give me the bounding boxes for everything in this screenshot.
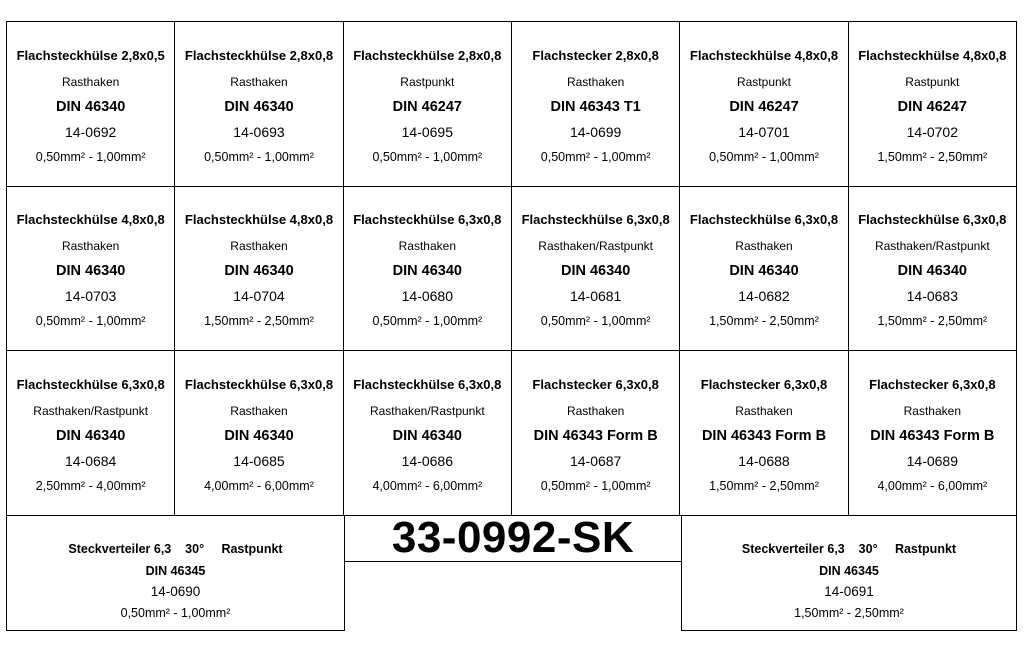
din-standard: DIN 46345 [819,564,879,578]
article-number: 14-0687 [569,453,622,470]
product-name: Flachsteckhülse 6,3x0,8 [521,212,670,228]
article-number: 14-0691 [824,584,874,599]
product-name: Flachsteckhülse 4,8x0,8 [184,212,334,228]
cable-range: 4,00mm² - 6,00mm² [372,479,483,494]
label-cell [175,22,343,187]
cable-range: 4,00mm² - 6,00mm² [877,479,988,494]
latch-type: Rasthaken [735,239,793,254]
latch-type: Rasthaken/Rastpunkt [538,239,654,254]
din-standard: DIN 46340 [560,263,631,280]
product-code-box [344,515,682,562]
latch-type: Rasthaken [566,404,625,419]
product-name: Flachsteckhülse 6,3x0,8 [858,212,1007,228]
product-name: Flachsteckhülse 4,8x0,8 [858,47,1007,63]
din-standard: DIN 46247 [897,98,967,115]
cable-range: 4,00mm² - 6,00mm² [204,479,314,494]
din-standard: DIN 46340 [224,98,294,115]
din-standard: DIN 46340 [729,263,799,280]
steckverteiler-label-right [681,515,1017,631]
din-standard: DIN 46340 [56,263,126,280]
article-number: 14-0692 [64,123,117,140]
distributor-header [68,542,282,556]
label-cell [512,187,680,352]
cable-range: 1,50mm² - 2,50mm² [794,606,904,620]
cable-range: 0,50mm² - 1,00mm² [35,149,146,164]
article-number: 14-0690 [150,584,201,599]
label-cell [680,187,848,352]
cable-range: 2,50mm² - 4,00mm² [35,479,146,494]
article-number: 14-0701 [738,123,790,140]
din-standard: DIN 46247 [392,98,462,115]
product-name: Flachsteckhülse 4,8x0,8 [689,47,839,63]
label-cell [344,187,512,352]
label-cell [680,351,848,516]
latch-type: Rasthaken [230,239,288,254]
label-cell [7,22,175,187]
distributor-type: Rastpunkt [894,542,957,556]
cable-range: 0,50mm² - 1,00mm² [372,149,483,164]
label-cell [175,351,343,516]
product-name: Flachsteckhülse 6,3x0,8 [353,212,502,228]
product-name: Flachsteckhülse 2,8x0,8 [184,47,334,63]
din-standard: DIN 46340 [897,263,967,280]
article-number: 14-0682 [738,288,790,305]
product-name: Flachsteckhülse 2,8x0,8 [353,47,502,63]
din-standard: DIN 46340 [224,263,294,280]
product-name: Flachstecker 6,3x0,8 [700,377,828,393]
din-standard: DIN 46247 [729,98,799,115]
article-number: 14-0695 [401,123,454,140]
din-standard: DIN 46340 [56,98,126,115]
steckverteiler-label-left [6,515,345,631]
label-cell [849,187,1017,352]
label-cell [344,22,512,187]
latch-type: Rasthaken/Rastpunkt [369,404,485,419]
cable-range: 0,50mm² - 1,00mm² [540,314,651,329]
article-number: 14-0685 [233,453,285,470]
product-name: Flachsteckhülse 6,3x0,8 [689,212,839,228]
latch-type: Rasthaken [735,404,793,419]
article-number: 14-0680 [401,288,454,305]
latch-type: Rasthaken [230,74,288,89]
article-number: 14-0686 [401,453,454,470]
label-cell [849,351,1017,516]
product-name: Flachsteckhülse 6,3x0,8 [184,377,334,393]
label-cell [344,351,512,516]
distributor-header [742,542,956,556]
label-cell [680,22,848,187]
article-number: 14-0704 [233,288,285,305]
latch-type: Rasthaken [566,74,625,89]
cable-range: 1,50mm² - 2,50mm² [709,479,819,494]
article-number: 14-0699 [569,123,622,140]
article-number: 14-0688 [738,453,790,470]
latch-type: Rasthaken [903,404,961,419]
distributor-type: Rastpunkt [221,542,283,556]
cable-range: 0,50mm² - 1,00mm² [540,149,651,164]
distributor-angle: 30° [185,542,205,556]
din-standard: DIN 46345 [145,564,206,578]
cable-range: 1,50mm² - 2,50mm² [877,149,988,164]
latch-type: Rasthaken/Rastpunkt [33,404,149,419]
article-number: 14-0693 [233,123,285,140]
article-number: 14-0683 [906,288,959,305]
cable-range: 0,50mm² - 1,00mm² [372,314,483,329]
article-number: 14-0684 [64,453,117,470]
din-standard: DIN 46340 [224,428,294,445]
label-cell [512,22,680,187]
din-standard: DIN 46340 [392,263,462,280]
cable-range: 0,50mm² - 1,00mm² [204,149,314,164]
din-standard: DIN 46343 Form B [701,428,827,445]
cable-range: 0,50mm² - 1,00mm² [709,149,819,164]
cable-range: 1,50mm² - 2,50mm² [204,314,314,329]
article-number: 14-0703 [64,288,117,305]
latch-type: Rastpunkt [905,74,960,89]
distributor-angle: 30° [858,542,878,556]
label-cell [849,22,1017,187]
din-standard: DIN 46343 Form B [870,428,995,445]
product-name: Flachstecker 2,8x0,8 [532,47,659,63]
latch-type: Rastpunkt [400,74,455,89]
label-cell [7,187,175,352]
cable-range: 1,50mm² - 2,50mm² [709,314,819,329]
distributor-name: Steckverteiler 6,3 [68,542,172,556]
product-name: Flachsteckhülse 2,8x0,5 [16,47,165,63]
article-number: 14-0689 [906,453,959,470]
product-name: Flachsteckhülse 6,3x0,8 [16,377,165,393]
din-standard: DIN 46340 [392,428,462,445]
article-number: 14-0681 [569,288,622,305]
latch-type: Rastpunkt [736,74,791,89]
latch-type: Rasthaken [61,239,120,254]
cable-range: 0,50mm² - 1,00mm² [35,314,146,329]
din-standard: DIN 46343 Form B [533,428,658,445]
latch-type: Rasthaken [230,404,288,419]
cable-range: 1,50mm² - 2,50mm² [877,314,988,329]
product-name: Flachsteckhülse 4,8x0,8 [16,212,165,228]
product-name: Flachsteckhülse 6,3x0,8 [353,377,502,393]
din-standard: DIN 46343 T1 [550,98,641,115]
article-number: 14-0702 [906,123,959,140]
cable-range: 0,50mm² - 1,00mm² [120,606,231,620]
latch-type: Rasthaken/Rastpunkt [874,239,990,254]
label-grid [6,21,1017,516]
latch-type: Rasthaken [61,74,120,89]
cable-range: 0,50mm² - 1,00mm² [540,479,651,494]
label-cell [175,187,343,352]
product-name: Flachstecker 6,3x0,8 [532,377,659,393]
din-standard: DIN 46340 [56,428,126,445]
distributor-name: Steckverteiler 6,3 [741,542,845,556]
latch-type: Rasthaken [398,239,456,254]
label-cell [7,351,175,516]
product-name: Flachstecker 6,3x0,8 [869,377,996,393]
label-cell [512,351,680,516]
product-code: 33-0992-SK [391,513,635,562]
